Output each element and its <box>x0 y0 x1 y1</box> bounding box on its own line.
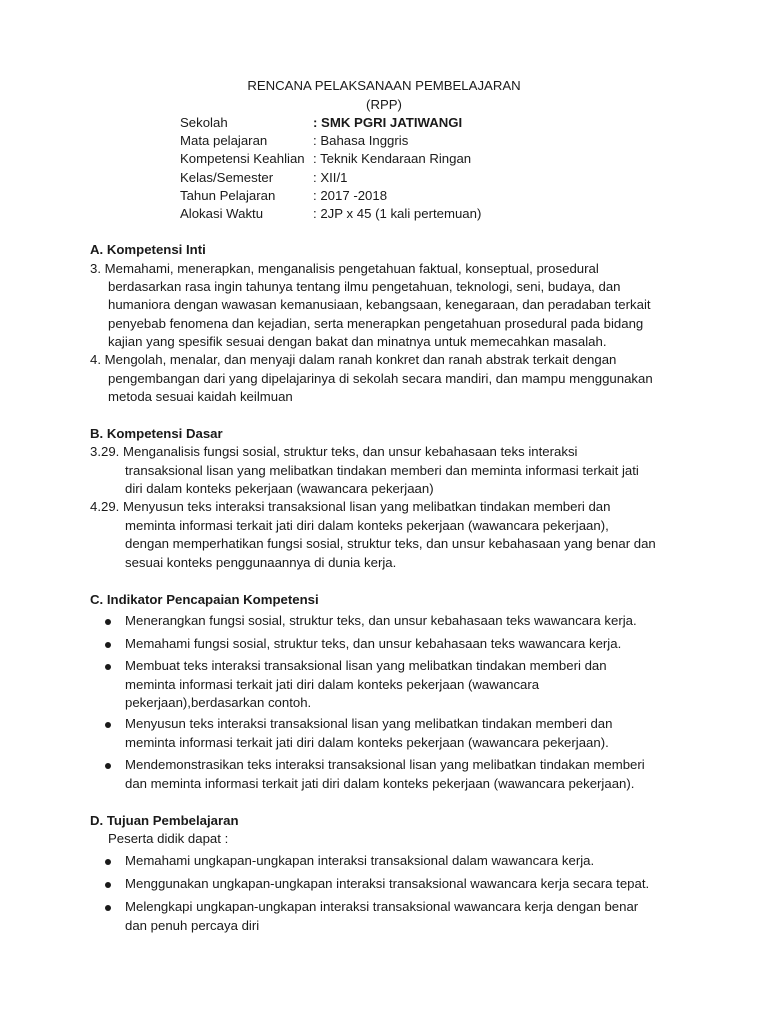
identity-value: : SMK PGRI JATIWANGI <box>313 115 463 130</box>
bullet-icon <box>105 664 111 670</box>
kd-4-29-line: dengan memperhatikan fungsi sosial, struktur teks, dan unsur kebahasaan yang benar dan <box>125 536 656 551</box>
kd-4-29-line: 4.29. Menyusun teks interaksi transaksional lisan yang melibatkan tindakan memberi dan <box>90 499 611 514</box>
section-d-heading: D. Tujuan Pembelajaran <box>90 813 239 828</box>
bullet-icon <box>105 905 111 911</box>
bullet-icon <box>105 722 111 728</box>
objective-intro: Peserta didik dapat : <box>108 831 229 846</box>
identity-label: Mata pelajaran <box>180 133 268 148</box>
identity-value: : Teknik Kendaraan Ringan <box>313 151 472 166</box>
bullet-icon <box>105 763 111 769</box>
bullet-icon <box>105 619 111 625</box>
objective-line: Memahami ungkapan-ungkapan interaksi transaksional dalam wawancara kerja. <box>125 853 595 868</box>
section-b-heading: B. Kompetensi Dasar <box>90 426 223 441</box>
bullet-icon <box>105 882 111 888</box>
identity-label: Tahun Pelajaran <box>180 188 276 203</box>
section-c-heading: C. Indikator Pencapaian Kompetensi <box>90 592 319 607</box>
indicator-line: meminta informasi terkait jati diri dalam konteks pekerjaan (wawancara pekerjaan). <box>125 735 609 750</box>
indicator-line: Membuat teks interaksi transaksional lisan yang melibatkan tindakan memberi dan <box>125 658 607 673</box>
identity-value: : Bahasa Inggris <box>313 133 409 148</box>
ki-4-line: metoda sesuai kaidah keilmuan <box>108 389 293 404</box>
bullet-icon <box>105 642 111 648</box>
identity-label: Kelas/Semester <box>180 170 274 185</box>
ki-3-line: kajian yang spesifik sesuai dengan bakat dan minatnya untuk memecahkan masalah. <box>108 334 607 349</box>
document-title: RENCANA PELAKSANAAN PEMBELAJARAN <box>247 78 521 93</box>
indicator-line: Memahami fungsi sosial, struktur teks, dan unsur kebahasaan teks wawancara kerja. <box>125 636 622 651</box>
ki-4-line: 4. Mengolah, menalar, dan menyaji dalam ranah konkret dan ranah abstrak terkait dengan <box>90 352 617 367</box>
kd-3-29-line: 3.29. Menganalisis fungsi sosial, struktur teks, dan unsur kebahasaan teks interaksi <box>90 444 578 459</box>
identity-label: Alokasi Waktu <box>180 206 264 221</box>
identity-value: : 2JP x 45 (1 kali pertemuan) <box>313 206 482 221</box>
bullet-icon <box>105 859 111 865</box>
objective-line: dan penuh percaya diri <box>125 918 260 933</box>
ki-3-line: berdasarkan rasa ingin tahunya tentang ilmu pengetahuan, teknologi, seni, budaya, dan <box>108 279 621 294</box>
ki-3-line: 3. Memahami, menerapkan, menganalisis pengetahuan faktual, konseptual, prosedural <box>90 261 599 276</box>
indicator-line: dan meminta informasi terkait jati diri dalam konteks pekerjaan (wawancara pekerjaan). <box>125 776 635 791</box>
identity-value: : 2017 -2018 <box>313 188 388 203</box>
identity-label: Kompetensi Keahlian <box>180 151 305 166</box>
kd-3-29-line: diri dalam konteks pekerjaan (wawancara pekerjaan) <box>125 481 434 496</box>
indicator-line: meminta informasi terkait jati diri dalam konteks pekerjaan (wawancara <box>125 677 540 692</box>
ki-3-line: penyebab fenomena dan kejadian, serta menerapkan pengetahuan prosedural pada bidang <box>108 316 644 331</box>
ki-4-line: pengembangan dari yang dipelajarinya di sekolah secara mandiri, dan mampu menggunakan <box>108 371 653 386</box>
indicator-line: Mendemonstrasikan teks interaksi transaksional lisan yang melibatkan tindakan memberi <box>125 757 645 772</box>
document-subtitle: (RPP) <box>366 97 402 112</box>
ki-3-line: humaniora dengan wawasan kemanusiaan, kebangsaan, kenegaraan, dan peradaban terkait <box>108 297 651 312</box>
kd-3-29-line: transaksional lisan yang melibatkan tindakan memberi dan meminta informasi terkait jati <box>125 463 639 478</box>
section-a-heading: A. Kompetensi Inti <box>90 242 206 257</box>
objective-line: Menggunakan ungkapan-ungkapan interaksi transaksional wawancara kerja secara tepat. <box>125 876 650 891</box>
indicator-line: pekerjaan),berdasarkan contoh. <box>125 695 312 710</box>
identity-value: : XII/1 <box>313 170 348 185</box>
indicator-line: Menyusun teks interaksi transaksional lisan yang melibatkan tindakan memberi dan <box>125 716 613 731</box>
identity-label: Sekolah <box>180 115 228 130</box>
kd-4-29-line: meminta informasi terkait jati diri dalam konteks pekerjaan (wawancara pekerjaan), <box>125 518 609 533</box>
indicator-line: Menerangkan fungsi sosial, struktur teks, dan unsur kebahasaan teks wawancara kerja. <box>125 613 637 628</box>
objective-line: Melengkapi ungkapan-ungkapan interaksi transaksional wawancara kerja dengan benar <box>125 899 639 914</box>
kd-4-29-line: sesuai konteks penggunaannya di dunia kerja. <box>125 555 397 570</box>
